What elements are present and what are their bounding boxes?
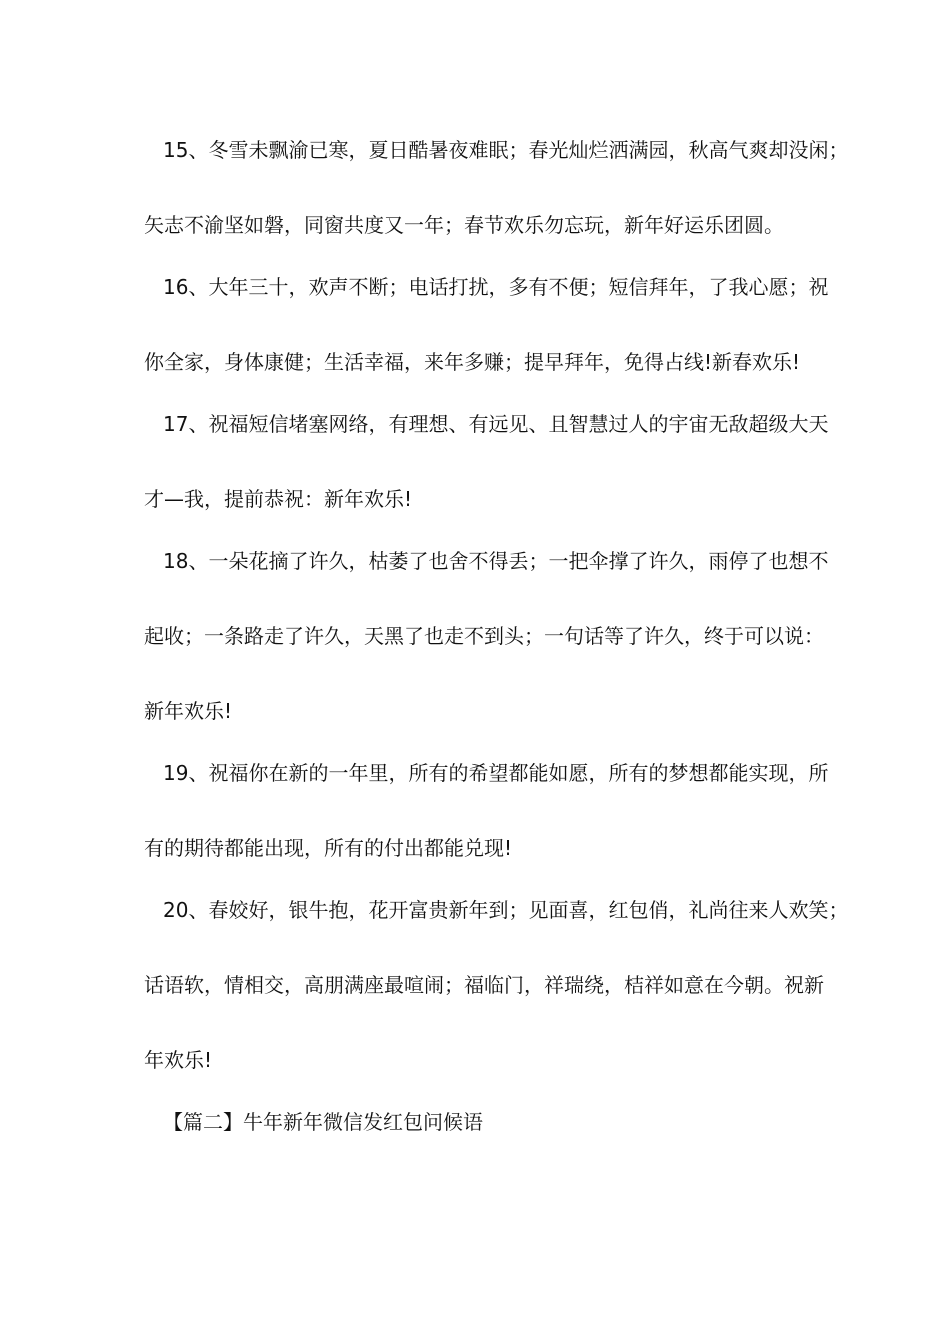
paragraph-19-line-2: 有的期待都能出现，所有的付出都能兑现! xyxy=(144,836,513,860)
paragraph-19-line-1: 19、祝福你在新的一年里，所有的希望都能如愿，所有的梦想都能实现，所 xyxy=(163,761,829,785)
paragraph-18-line-3: 新年欢乐! xyxy=(144,699,233,723)
paragraph-20-line-3: 年欢乐! xyxy=(144,1048,213,1072)
paragraph-20-line-2: 话语软，情相交，高朋满座最喧闹；福临门，祥瑞绕，桔祥如意在今朝。祝新 xyxy=(144,973,824,997)
paragraph-16-line-2: 你全家，身体康健；生活幸福，来年多赚；提早拜年，免得占线!新春欢乐! xyxy=(144,350,801,374)
paragraph-18-line-2: 起收；一条路走了许久，天黑了也走不到头；一句话等了许久，终于可以说： xyxy=(144,624,824,648)
paragraph-17-line-2: 才—我，提前恭祝：新年欢乐! xyxy=(144,487,413,511)
section-heading: 【篇二】牛年新年微信发红包问候语 xyxy=(163,1110,483,1134)
paragraph-18-line-1: 18、一朵花摘了许久，枯萎了也舍不得丢；一把伞撑了许久，雨停了也想不 xyxy=(163,549,829,573)
paragraph-17-line-1: 17、祝福短信堵塞网络，有理想、有远见、且智慧过人的宇宙无敌超级大天 xyxy=(163,412,829,436)
paragraph-16-line-1: 16、大年三十，欢声不断；电话打扰，多有不便；短信拜年，了我心愿；祝 xyxy=(163,275,829,299)
paragraph-15-line-1: 15、冬雪未飘渝已寒，夏日酷暑夜难眠；春光灿烂洒满园，秋高气爽却没闲； xyxy=(163,138,849,162)
paragraph-20-line-1: 20、春姣好，银牛抱，花开富贵新年到；见面喜，红包俏，礼尚往来人欢笑； xyxy=(163,898,849,922)
paragraph-15-line-2: 矢志不渝坚如磐，同窗共度又一年；春节欢乐勿忘玩，新年好运乐团圆。 xyxy=(144,213,784,237)
